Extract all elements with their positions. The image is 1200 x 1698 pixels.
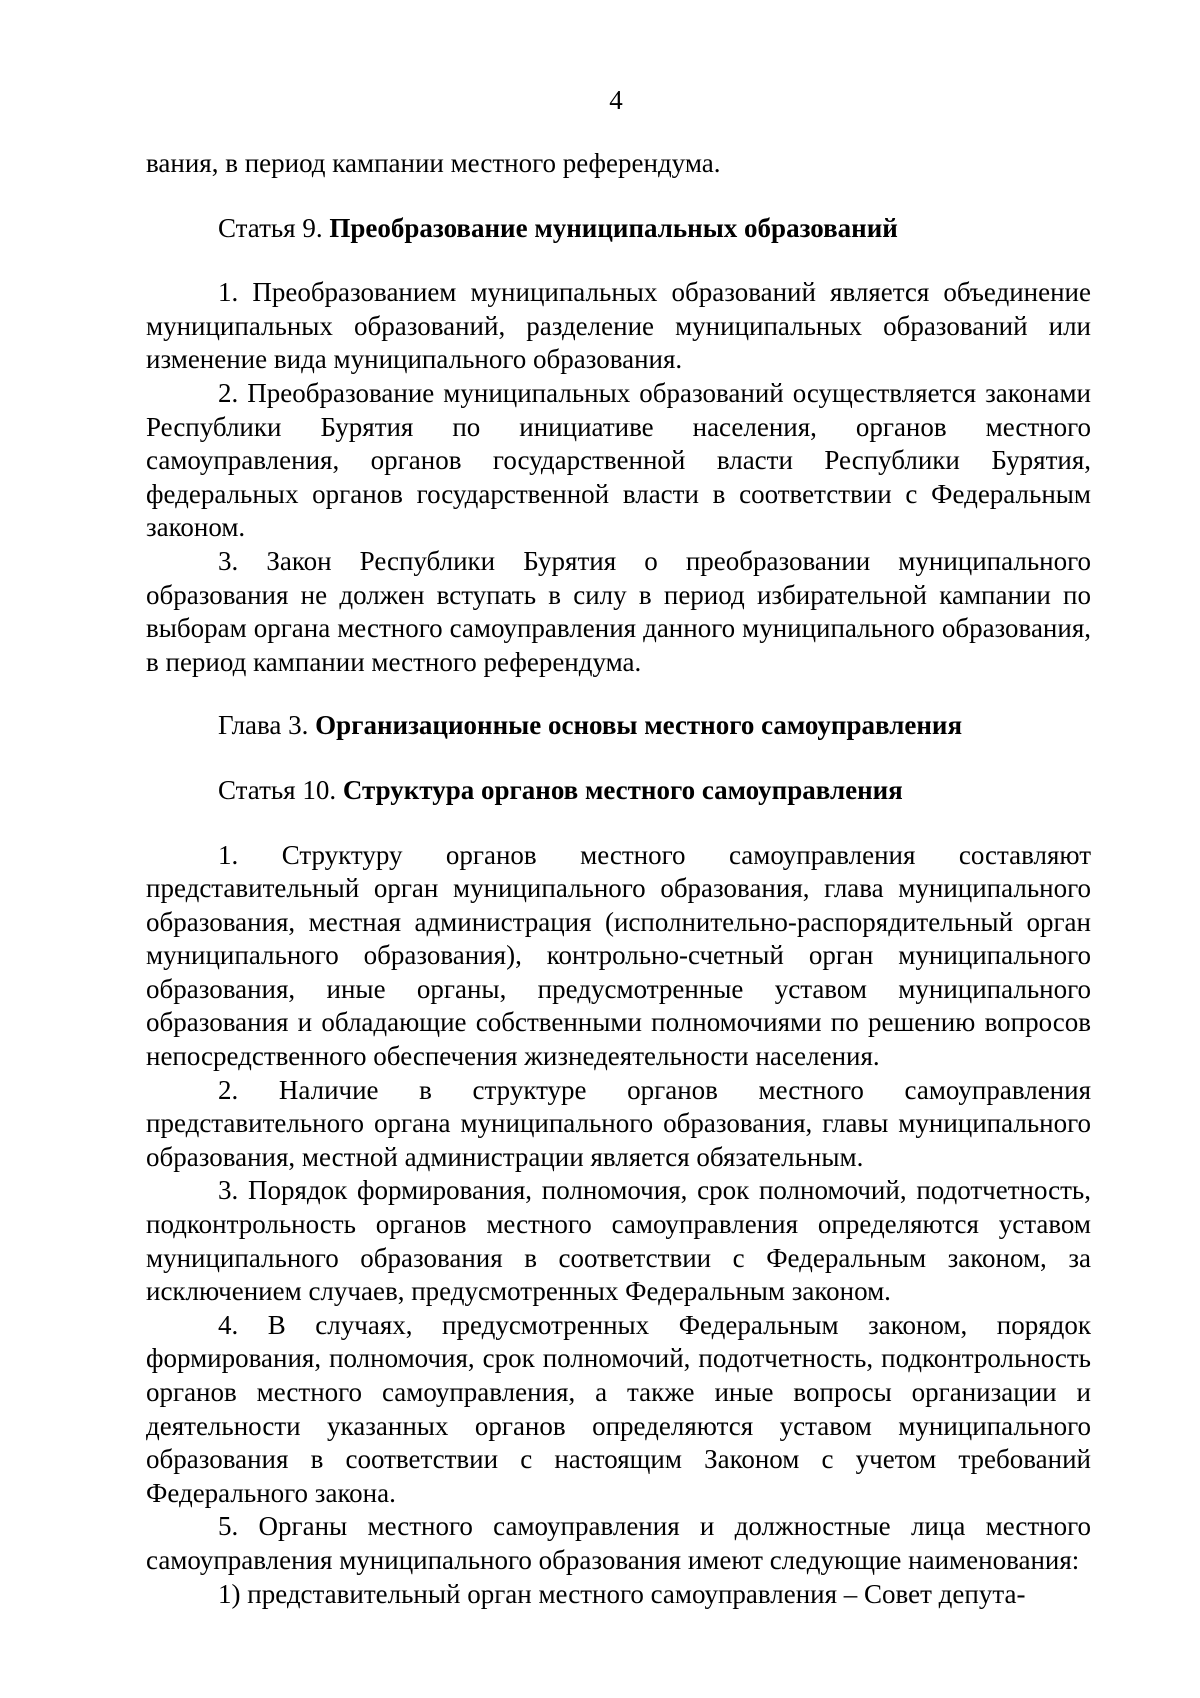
page-number: 4 xyxy=(609,85,623,115)
article-10-heading xyxy=(146,774,1091,808)
chapter-3-heading xyxy=(146,709,1091,743)
article-9-paragraph-3: 3. Закон Республики Бурятия о преобразовании муниципального образования не должен вступать в силу в период избирательной кампании по выборам органа местного самоуправления данного муниципального образования, в период кампании местного референдума. xyxy=(146,545,1091,677)
article-9-title: Преобразование муниципальных образований xyxy=(329,212,898,243)
document-body xyxy=(146,147,1091,1611)
article-10-title: Структура органов местного самоуправления xyxy=(342,774,903,805)
article-10-paragraph-4: 4. В случаях, предусмотренных Федеральным законом, порядок формирования, полномочия, срок полномочий, подотчетность, подконтрольность органов местного самоуправления, а также иные вопросы организации и деятельности указанных органов определяются уставом муниципального образования в соответствии с настоящим Законом с учетом требований Федерального закона. xyxy=(146,1309,1091,1508)
article-9-heading xyxy=(146,212,1091,246)
article-9-paragraph-1: 1. Преобразованием муниципальных образований является объединение муниципальных образований, разделение муниципальных образований или изменение вида муниципального образования. xyxy=(146,277,1091,375)
article-10-paragraph-3: 3. Порядок формирования, полномочия, срок полномочий, подотчетность, подконтрольность органов местного самоуправления определяются уставом муниципального образования в соответствии с Федеральным законом, за исключением случаев, предусмотренных Федеральным законом. xyxy=(146,1175,1091,1307)
continuation-paragraph: вания, в период кампании местного референдума. xyxy=(146,148,721,178)
article-10-prefix: Статья 10. xyxy=(218,774,337,805)
chapter-3-prefix: Глава 3. xyxy=(218,710,309,741)
article-9-prefix: Статья 9. xyxy=(218,212,323,243)
article-10-paragraph-5: 5. Органы местного самоуправления и должностные лица местного самоуправления муниципального образования имеют следующие наименования: xyxy=(146,1511,1091,1575)
article-10-list-item-1: 1) представительный орган местного самоуправления – Совет депута- xyxy=(218,1578,1026,1609)
article-9-paragraph-2: 2. Преобразование муниципальных образований осуществляется законами Республики Бурятия по инициативе населения, органов местного самоуправления, органов государственной власти Республики Бурятия, федеральных органов государственной власти в соответствии с Федеральным законом. xyxy=(146,377,1091,543)
chapter-3-title: Организационные основы местного самоуправления xyxy=(315,710,963,741)
article-10-paragraph-2: 2. Наличие в структуре органов местного самоуправления представительного органа муниципального образования, главы муниципального образования, местной администрации является обязательным. xyxy=(146,1074,1091,1172)
article-10-paragraph-1: 1. Структуру органов местного самоуправления составляют представительный орган муниципального образования, глава муниципального образования, местная администрация (исполнительно-распорядительный орган муниципального образования), контрольно-счетный орган муниципального образования, иные органы, предусмотренные уставом муниципального образования и обладающие собственными полномочиями по решению вопросов непосредственного обеспечения жизнедеятельности населения. xyxy=(146,839,1091,1072)
